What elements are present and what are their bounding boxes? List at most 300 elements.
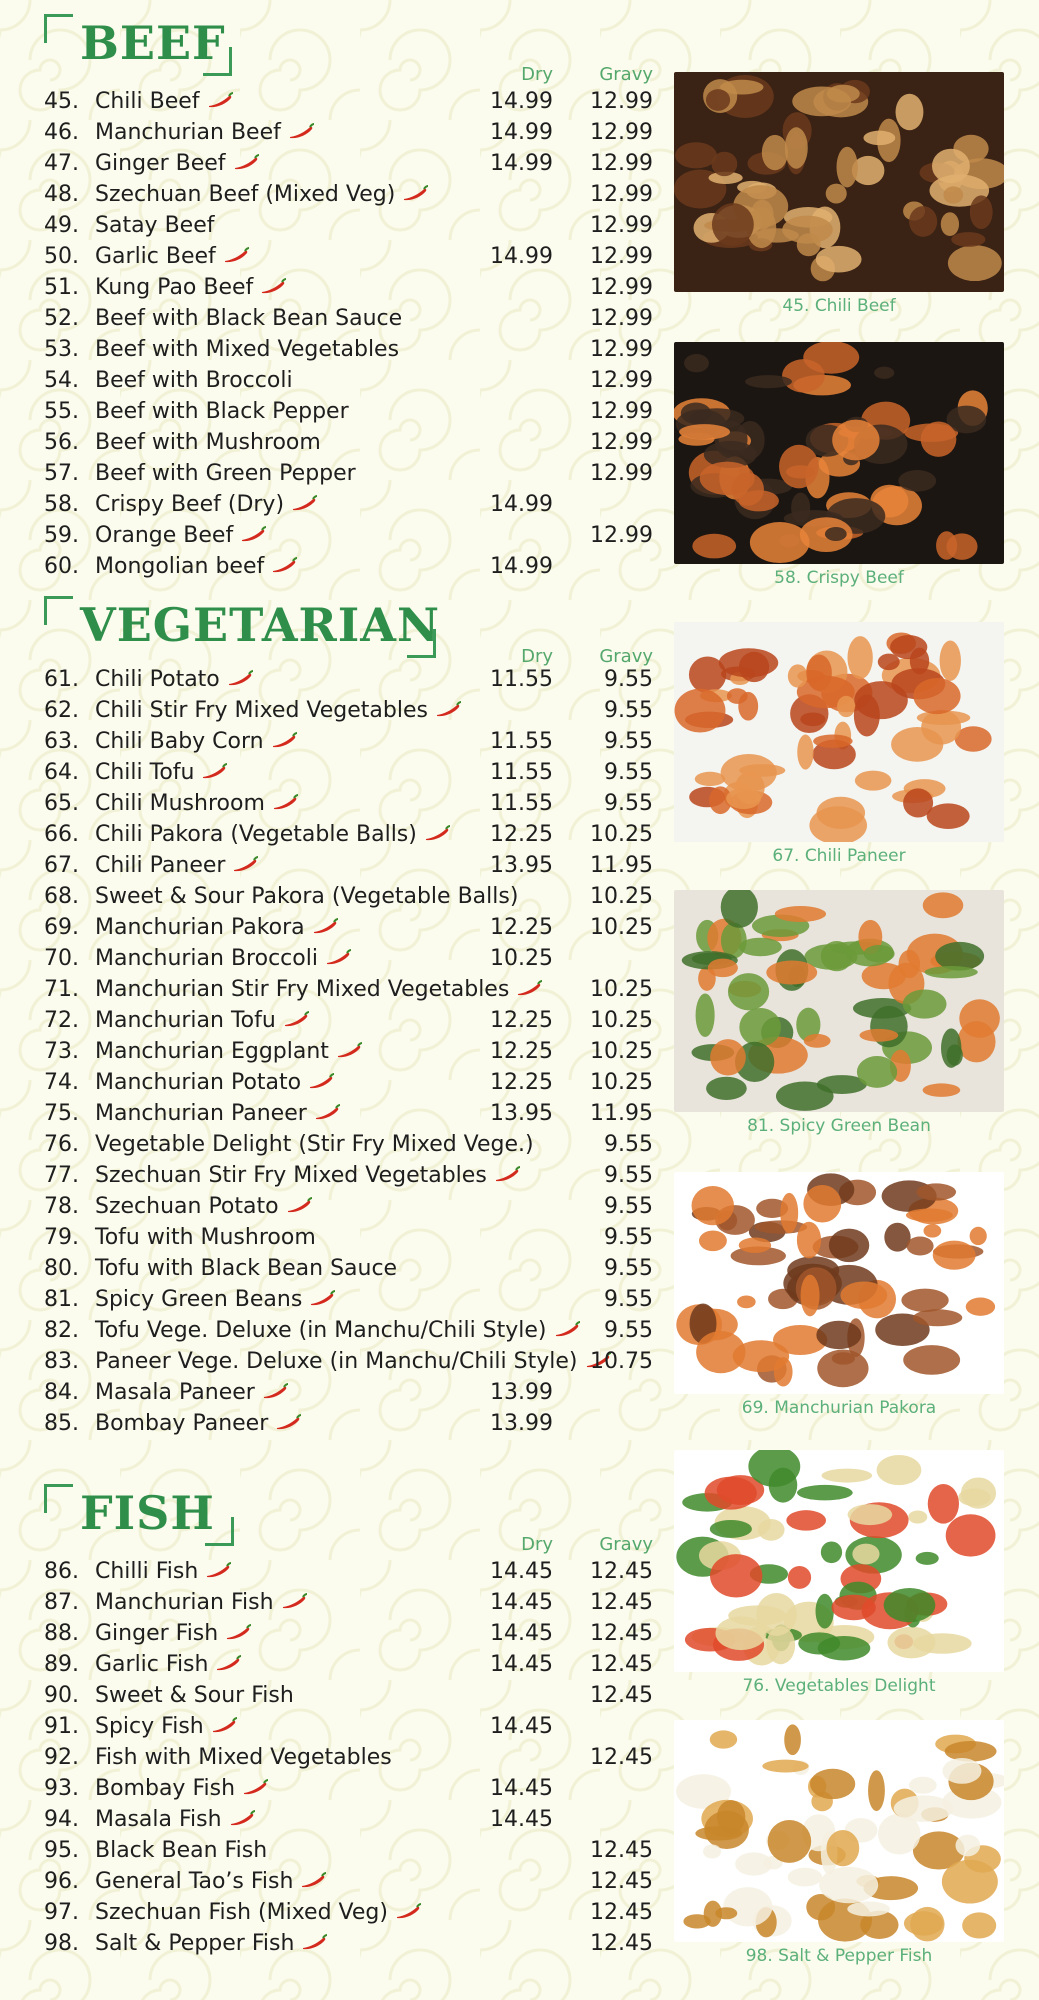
chili-pepper-icon [299,1872,327,1888]
item-number: 71. [44,977,79,1002]
item-name: Manchurian Eggplant [95,1039,329,1064]
item-number: 76. [44,1132,79,1157]
item-name: Masala Paneer [95,1380,255,1405]
photo-caption: 58. Crispy Beef [774,568,904,588]
item-name-wrap [95,303,402,334]
price-dry: 12.25 [490,915,553,940]
price-dry: 14.99 [490,89,553,114]
item-name: Ginger Fish [95,1621,219,1646]
item-number: 68. [44,884,79,909]
photo-frame [674,890,1004,1112]
item-number: 56. [44,430,79,455]
chili-pepper-icon [239,526,267,542]
price-dry: 12.25 [490,822,553,847]
item-number: 53. [44,337,79,362]
item-name-wrap [95,1680,294,1711]
price-dry: 11.55 [490,729,553,754]
price-gravy: 12.99 [590,430,653,455]
item-name: Chili Stir Fry Mixed Vegetables [95,698,428,723]
price-gravy: 10.75 [590,1349,653,1374]
price-dry: 14.45 [490,1807,553,1832]
photo-caption: 76. Vegetables Delight [742,1676,936,1696]
price-gravy: 10.25 [590,822,653,847]
price-gravy: 12.99 [590,399,653,424]
item-name-wrap [95,1005,310,1036]
item-number: 84. [44,1380,79,1405]
section-header [44,596,440,658]
price-gravy: 12.99 [590,523,653,548]
price-gravy: 9.55 [604,760,653,785]
price-dry: 12.25 [490,1039,553,1064]
price-gravy: 12.99 [590,306,653,331]
chili-pepper-icon [493,1166,521,1182]
price-gravy: 12.99 [590,275,653,300]
price-gravy: 12.99 [590,151,653,176]
item-name: Chili Pakora (Vegetable Balls) [95,822,417,847]
item-name-wrap [95,1866,327,1897]
item-name: Orange Beef [95,523,234,548]
price-gravy: 9.55 [604,729,653,754]
item-name-wrap [95,664,254,695]
item-number: 97. [44,1900,79,1925]
item-name: Beef with Black Pepper [95,399,349,424]
food-image [674,342,1004,564]
ornament-corner [674,1450,703,1479]
chili-pepper-icon [214,1655,242,1671]
item-name: Manchurian Paneer [95,1101,307,1126]
price-dry: 14.45 [490,1590,553,1615]
item-number: 66. [44,822,79,847]
ornament-corner [975,1083,1004,1112]
item-number: 67. [44,853,79,878]
item-name: Crispy Beef (Dry) [95,492,285,517]
item-name: Satay Beef [95,213,215,238]
column-header-gravy: Gravy [599,646,653,667]
item-name-wrap [95,1649,242,1680]
chili-pepper-icon [270,557,298,573]
price-dry: 12.25 [490,1008,553,1033]
dish-photo-chili-beef [674,72,1004,316]
item-name: Szechuan Beef (Mixed Veg) [95,182,396,207]
item-name: Tofu with Mushroom [95,1225,316,1250]
section-header [44,1484,234,1546]
item-name: Masala Fish [95,1807,222,1832]
item-number: 96. [44,1869,79,1894]
item-number: 74. [44,1070,79,1095]
item-name-wrap [95,1742,392,1773]
chili-pepper-icon [287,123,315,139]
chili-pepper-icon [206,92,234,108]
item-number: 64. [44,760,79,785]
item-name-wrap [95,757,228,788]
price-dry: 14.99 [490,492,553,517]
item-name-wrap [95,396,349,427]
item-name: Manchurian Fish [95,1590,274,1615]
item-name: Beef with Green Pepper [95,461,356,486]
price-dry: 12.25 [490,1070,553,1095]
ornament-corner [674,1172,703,1201]
item-name: Chili Mushroom [95,791,265,816]
price-gravy: 9.55 [604,667,653,692]
item-name: Chili Baby Corn [95,729,264,754]
column-header-gravy: Gravy [599,1534,653,1555]
item-name-wrap [95,1067,335,1098]
item-number: 55. [44,399,79,424]
section-header [44,14,232,76]
chili-pepper-icon [226,670,254,686]
item-name-wrap [95,210,214,241]
item-name-wrap [95,1284,336,1315]
dish-photo-spicy-green-bean [674,890,1004,1136]
item-name-wrap [95,1618,252,1649]
ornament-corner [44,14,73,43]
price-gravy: 10.25 [590,1039,653,1064]
food-image [674,1172,1004,1394]
chili-pepper-icon [290,495,318,511]
ornament-corner [975,1365,1004,1394]
item-name: Chili Beef [95,89,200,114]
item-name: Vegetable Delight (Stir Fry Mixed Vege.) [95,1132,534,1157]
price-dry: 14.99 [490,244,553,269]
item-number: 52. [44,306,79,331]
item-name: Salt & Pepper Fish [95,1931,295,1956]
item-name: Chili Potato [95,667,220,692]
food-image [674,1450,1004,1672]
price-gravy: 12.45 [590,1931,653,1956]
item-number: 92. [44,1745,79,1770]
item-number: 58. [44,492,79,517]
chili-pepper-icon [241,1779,269,1795]
price-gravy: 9.55 [604,1132,653,1157]
photo-caption: 67. Chili Paneer [772,846,906,866]
price-gravy: 9.55 [604,1318,653,1343]
item-number: 79. [44,1225,79,1250]
item-number: 85. [44,1411,79,1436]
item-name-wrap [95,241,250,272]
item-name: Beef with Mushroom [95,430,321,455]
item-name-wrap [95,551,298,582]
price-gravy: 12.99 [590,89,653,114]
food-image [674,890,1004,1112]
ornament-corner [975,1913,1004,1942]
item-number: 61. [44,667,79,692]
chili-pepper-icon [335,1042,363,1058]
item-name-wrap [95,117,315,148]
item-number: 86. [44,1559,79,1584]
photo-frame [674,72,1004,292]
item-name: Manchurian Beef [95,120,281,145]
chili-pepper-icon [204,1562,232,1578]
item-name-wrap [95,1315,581,1346]
item-number: 81. [44,1287,79,1312]
item-number: 80. [44,1256,79,1281]
price-dry: 14.45 [490,1559,553,1584]
chili-pepper-icon [553,1321,581,1337]
photo-caption: 45. Chili Beef [782,296,896,316]
item-name: Beef with Mixed Vegetables [95,337,400,362]
chili-pepper-icon [423,825,451,841]
item-name-wrap [95,943,352,974]
price-gravy: 9.55 [604,1287,653,1312]
item-name: Tofu with Black Bean Sauce [95,1256,398,1281]
item-number: 75. [44,1101,79,1126]
price-gravy: 12.45 [590,1652,653,1677]
item-number: 98. [44,1931,79,1956]
item-name: Mongolian beef [95,554,265,579]
item-name-wrap [95,1222,316,1253]
item-number: 54. [44,368,79,393]
dish-photo-crispy-beef [674,342,1004,588]
price-gravy: 10.25 [590,977,653,1002]
item-name-wrap [95,912,339,943]
price-dry: 14.45 [490,1621,553,1646]
photo-frame [674,1172,1004,1394]
price-gravy: 10.25 [590,1070,653,1095]
ornament-corner [975,1643,1004,1672]
chili-pepper-icon [282,1011,310,1027]
price-gravy: 12.99 [590,461,653,486]
chili-pepper-icon [311,918,339,934]
item-number: 45. [44,89,79,114]
photo-frame [674,342,1004,564]
price-dry: 14.45 [490,1652,553,1677]
item-name: Kung Pao Beef [95,275,254,300]
item-name: Garlic Beef [95,244,216,269]
price-gravy: 9.55 [604,1163,653,1188]
ornament-corner [674,890,703,919]
item-number: 87. [44,1590,79,1615]
item-name-wrap [95,1928,328,1959]
chili-pepper-icon [261,1383,289,1399]
item-name: Sweet & Sour Pakora (Vegetable Balls) [95,884,519,909]
item-name-wrap [95,179,429,210]
chili-pepper-icon [434,701,462,717]
item-name-wrap [95,1804,256,1835]
item-number: 65. [44,791,79,816]
item-name-wrap [95,334,399,365]
chili-pepper-icon [274,1414,302,1430]
item-number: 90. [44,1683,79,1708]
column-header-dry: Dry [521,646,553,667]
price-gravy: 12.99 [590,368,653,393]
column-header-dry: Dry [521,1534,553,1555]
photo-frame [674,622,1004,842]
price-gravy: 12.99 [590,120,653,145]
ornament-corner [674,72,703,101]
section-title: FISH [80,1486,215,1540]
item-name: Tofu Vege. Deluxe (in Manchu/Chili Style) [95,1318,547,1343]
price-gravy: 12.99 [590,244,653,269]
item-name-wrap [95,1773,269,1804]
item-name-wrap [95,148,260,179]
ornament-corner [674,342,703,371]
item-number: 62. [44,698,79,723]
chili-pepper-icon [285,1197,313,1213]
dish-photo-vegetables-delight [674,1450,1004,1696]
item-number: 51. [44,275,79,300]
column-header-dry: Dry [521,64,553,85]
chili-pepper-icon [232,154,260,170]
chili-pepper-icon [401,185,429,201]
item-name-wrap [95,788,299,819]
photo-caption: 81. Spicy Green Bean [747,1116,931,1136]
item-number: 49. [44,213,79,238]
price-dry: 14.99 [490,151,553,176]
price-gravy: 9.55 [604,1256,653,1281]
item-number: 73. [44,1039,79,1064]
item-name: Manchurian Potato [95,1070,302,1095]
item-name-wrap [95,365,293,396]
chili-pepper-icon [307,1073,335,1089]
photo-frame [674,1450,1004,1672]
item-number: 57. [44,461,79,486]
price-dry: 10.25 [490,946,553,971]
dish-photo-manchurian-pakora [674,1172,1004,1418]
item-name: Garlic Fish [95,1652,209,1677]
chili-pepper-icon [271,794,299,810]
item-number: 60. [44,554,79,579]
item-name-wrap [95,1587,308,1618]
ornament-corner [44,596,73,625]
chili-pepper-icon [200,763,228,779]
chili-pepper-icon [394,1903,422,1919]
item-name-wrap [95,695,462,726]
item-name-wrap [95,1556,232,1587]
chili-pepper-icon [231,856,259,872]
item-name-wrap [95,427,321,458]
price-gravy: 12.45 [590,1900,653,1925]
ornament-corner [203,47,232,76]
item-number: 83. [44,1349,79,1374]
chili-pepper-icon [515,980,543,996]
price-gravy: 11.95 [590,853,653,878]
item-number: 48. [44,182,79,207]
item-name-wrap [95,458,356,489]
chili-pepper-icon [280,1593,308,1609]
price-gravy: 12.45 [590,1590,653,1615]
price-gravy: 12.45 [590,1559,653,1584]
item-name-wrap [95,1377,289,1408]
item-name: Beef with Black Bean Sauce [95,306,403,331]
ornament-corner [975,535,1004,564]
ornament-corner [975,813,1004,842]
price-gravy: 9.55 [604,1225,653,1250]
price-gravy: 12.99 [590,182,653,207]
item-name: General Tao’s Fish [95,1869,294,1894]
price-dry: 14.99 [490,120,553,145]
price-gravy: 12.99 [590,213,653,238]
price-dry: 13.99 [490,1411,553,1436]
item-number: 70. [44,946,79,971]
chili-pepper-icon [210,1717,238,1733]
item-name: Szechuan Stir Fry Mixed Vegetables [95,1163,487,1188]
chili-pepper-icon [300,1934,328,1950]
item-name-wrap [95,489,318,520]
item-name-wrap [95,1408,302,1439]
item-name: Spicy Green Beans [95,1287,303,1312]
ornament-corner [407,629,436,658]
ornament-corner [674,1720,703,1749]
item-name-wrap [95,1711,238,1742]
item-number: 69. [44,915,79,940]
price-gravy: 12.45 [590,1745,653,1770]
item-name: Szechuan Fish (Mixed Veg) [95,1900,388,1925]
item-name-wrap [95,86,234,117]
item-number: 95. [44,1838,79,1863]
item-number: 82. [44,1318,79,1343]
item-number: 59. [44,523,79,548]
item-name-wrap [95,1346,612,1377]
chili-pepper-icon [259,278,287,294]
item-name-wrap [95,850,259,881]
price-gravy: 10.25 [590,1008,653,1033]
price-dry: 11.55 [490,760,553,785]
price-dry: 13.99 [490,1380,553,1405]
item-number: 46. [44,120,79,145]
photo-caption: 98. Salt & Pepper Fish [745,1946,933,1966]
item-number: 91. [44,1714,79,1739]
price-gravy: 12.45 [590,1838,653,1863]
item-number: 94. [44,1807,79,1832]
item-name: Szechuan Potato [95,1194,279,1219]
item-name: Manchurian Stir Fry Mixed Vegetables [95,977,510,1002]
section-title: BEEF [80,16,226,70]
item-name: Chili Paneer [95,853,226,878]
item-number: 78. [44,1194,79,1219]
item-name-wrap [95,1191,313,1222]
item-name: Beef with Broccoli [95,368,293,393]
price-gravy: 9.55 [604,791,653,816]
item-number: 63. [44,729,79,754]
item-name: Manchurian Pakora [95,915,305,940]
item-name: Spicy Fish [95,1714,204,1739]
ornament-corner [975,263,1004,292]
item-name-wrap [95,974,543,1005]
price-gravy: 12.45 [590,1869,653,1894]
item-number: 72. [44,1008,79,1033]
item-name: Chili Tofu [95,760,195,785]
price-gravy: 12.45 [590,1621,653,1646]
item-name: Sweet & Sour Fish [95,1683,294,1708]
price-dry: 14.45 [490,1714,553,1739]
chili-pepper-icon [224,1624,252,1640]
item-name-wrap [95,881,518,912]
price-gravy: 12.99 [590,337,653,362]
chili-pepper-icon [308,1290,336,1306]
ornament-corner [44,1484,73,1513]
item-number: 50. [44,244,79,269]
price-gravy: 11.95 [590,1101,653,1126]
item-number: 88. [44,1621,79,1646]
item-name-wrap [95,520,267,551]
chili-pepper-icon [324,949,352,965]
item-number: 47. [44,151,79,176]
item-name-wrap [95,726,298,757]
item-name-wrap [95,1129,534,1160]
chili-pepper-icon [313,1104,341,1120]
price-gravy: 10.25 [590,915,653,940]
food-image [674,1720,1004,1942]
item-name: Ginger Beef [95,151,226,176]
item-name-wrap [95,1160,521,1191]
photo-frame [674,1720,1004,1942]
item-name: Manchurian Tofu [95,1008,276,1033]
item-name-wrap [95,272,287,303]
chili-pepper-icon [228,1810,256,1826]
item-name-wrap [95,1098,341,1129]
item-name: Manchurian Broccoli [95,946,318,971]
price-gravy: 12.45 [590,1683,653,1708]
